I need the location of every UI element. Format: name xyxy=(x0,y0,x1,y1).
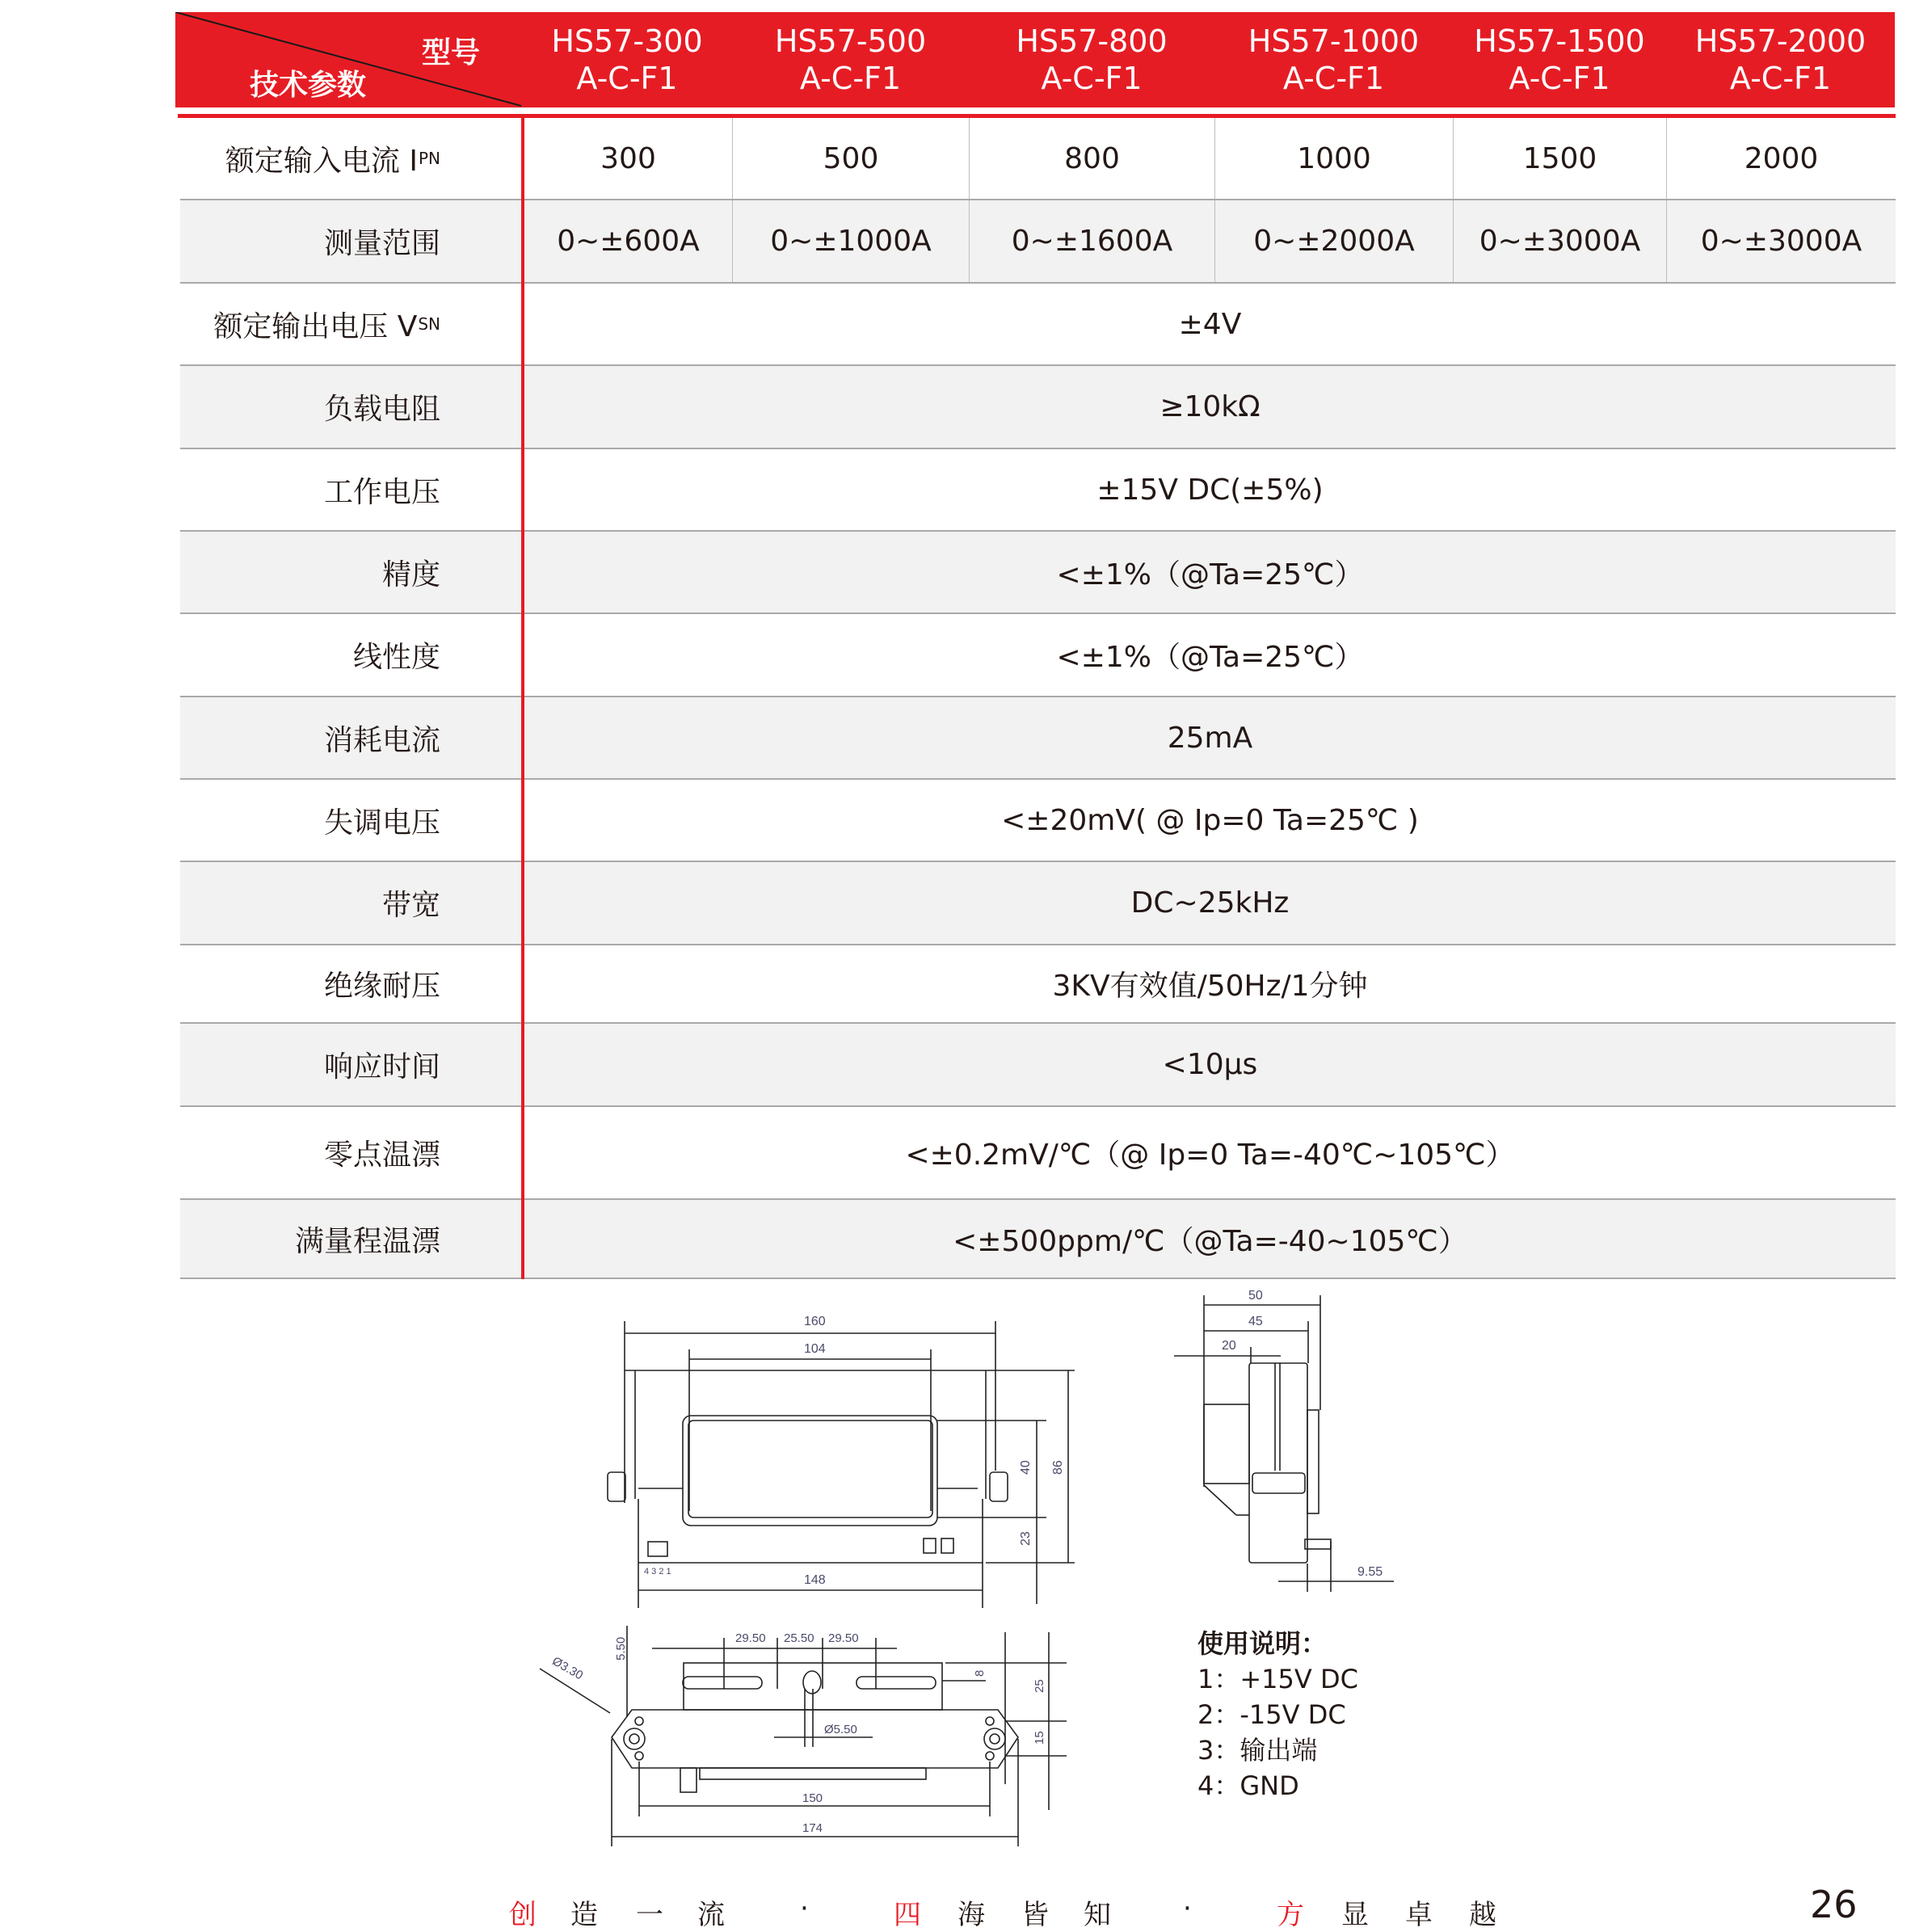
cell-value: DC~25kHz xyxy=(1130,886,1290,920)
svg-text:15: 15 xyxy=(1033,1731,1046,1745)
row-label: 精度 xyxy=(381,558,440,591)
svg-text:25.50: 25.50 xyxy=(784,1631,814,1645)
svg-text:160: 160 xyxy=(804,1315,826,1328)
svg-text:40: 40 xyxy=(1019,1460,1033,1475)
table-row-rated-output xyxy=(180,284,1896,366)
row-label: 零点温漂 xyxy=(323,1139,440,1172)
cell-value: <±1%（@Ta=25℃） xyxy=(1056,641,1364,674)
table-row-accuracy xyxy=(180,532,1896,614)
table-row-supply-voltage xyxy=(180,449,1896,532)
cell-1000: 0~±2000A xyxy=(1253,225,1415,258)
table-row-measure-range xyxy=(180,200,1896,284)
row-label: 工作电压 xyxy=(323,475,440,509)
usage-item: 2：-15V DC xyxy=(1197,1699,1346,1730)
svg-text:86: 86 xyxy=(1051,1460,1065,1475)
row-label: 线性度 xyxy=(352,641,440,674)
cell-value: <±1%（@Ta=25℃） xyxy=(1056,558,1364,591)
svg-text:174: 174 xyxy=(802,1821,823,1835)
cell-800: 800 xyxy=(1064,141,1120,175)
model-header-2000: HS57-2000 A-C-F1 xyxy=(1694,23,1867,96)
cell-300: 0~±600A xyxy=(557,225,700,258)
svg-text:150: 150 xyxy=(802,1791,823,1805)
cell-1500: 0~±3000A xyxy=(1479,225,1641,258)
cell-2000: 0~±3000A xyxy=(1700,225,1862,258)
model-header-800: HS57-800 A-C-F1 xyxy=(1016,23,1168,96)
row-label: 测量范围 xyxy=(323,227,440,260)
row-label: 满量程温漂 xyxy=(294,1224,440,1258)
row-label: 额定输出电压 V SN xyxy=(213,309,440,343)
cell-800: 0~±1600A xyxy=(1011,225,1173,258)
row-label: 响应时间 xyxy=(323,1050,440,1084)
table-row-response-time xyxy=(180,1024,1896,1107)
side-view-drawing xyxy=(1155,1269,1414,1608)
cell-500: 500 xyxy=(823,141,879,175)
cell-1000: 1000 xyxy=(1297,141,1371,175)
front-view-drawing xyxy=(598,1285,1091,1608)
cell-value: <±0.2mV/℃（@ Ip=0 Ta=-40℃~105℃） xyxy=(905,1139,1515,1172)
bottom-view-drawing xyxy=(533,1608,1067,1858)
table-row-current-consumption xyxy=(180,697,1896,780)
svg-text:104: 104 xyxy=(804,1342,826,1356)
svg-text:4 3 2 1: 4 3 2 1 xyxy=(644,1567,671,1576)
table-row-rated-input xyxy=(180,118,1896,200)
cell-1500: 1500 xyxy=(1522,141,1597,175)
table-header xyxy=(175,12,1895,107)
label-column-divider xyxy=(521,118,524,1279)
row-label: 带宽 xyxy=(381,889,440,922)
usage-item: 1：+15V DC xyxy=(1197,1664,1358,1694)
model-header-1500: HS57-1500 A-C-F1 xyxy=(1474,23,1645,96)
table-row-bandwidth xyxy=(180,862,1896,945)
cell-value: <10μs xyxy=(1162,1048,1258,1081)
table-row-linearity xyxy=(180,614,1896,697)
svg-text:Ø3.30: Ø3.30 xyxy=(549,1654,586,1683)
cell-value: 3KV有效值/50Hz/1分钟 xyxy=(1052,970,1368,1003)
cell-value: <±20mV( @ Ip=0 Ta=25℃ ) xyxy=(1001,803,1419,837)
cell-2000: 2000 xyxy=(1744,141,1819,175)
svg-text:50: 50 xyxy=(1248,1289,1263,1303)
table-row-load-resistance xyxy=(180,366,1896,449)
svg-text:25: 25 xyxy=(1033,1679,1046,1693)
row-label: 额定输入电流 I PN xyxy=(225,144,440,178)
cell-value: ±15V DC(±5%) xyxy=(1096,473,1324,507)
table-row-fullscale-drift xyxy=(180,1200,1896,1279)
cell-value: ≥10kΩ xyxy=(1160,390,1261,423)
page-number: 26 xyxy=(1810,1883,1858,1926)
usage-title: 使用说明： xyxy=(1197,1628,1328,1659)
model-header-1000: HS57-1000 A-C-F1 xyxy=(1248,23,1420,96)
svg-text:29.50: 29.50 xyxy=(735,1631,766,1645)
svg-text:23: 23 xyxy=(1019,1531,1033,1546)
header-params-label: 技术参数 xyxy=(250,69,367,102)
model-header-300: HS57-300 A-C-F1 xyxy=(551,23,703,96)
svg-text:148: 148 xyxy=(804,1573,826,1587)
header-model-label: 型号 xyxy=(422,36,481,69)
svg-text:29.50: 29.50 xyxy=(828,1631,859,1645)
usage-item: 3：输出端 xyxy=(1197,1735,1318,1766)
row-label: 绝缘耐压 xyxy=(323,970,440,1003)
svg-text:9.55: 9.55 xyxy=(1357,1565,1383,1579)
svg-text:45: 45 xyxy=(1248,1315,1263,1328)
cell-value: ±4V xyxy=(1178,307,1242,341)
table-row-zero-drift xyxy=(180,1107,1896,1200)
svg-text:20: 20 xyxy=(1222,1339,1236,1353)
cell-300: 300 xyxy=(600,141,656,175)
table-row-offset-voltage xyxy=(180,780,1896,862)
svg-text:Ø5.50: Ø5.50 xyxy=(824,1723,857,1736)
row-label: 消耗电流 xyxy=(323,723,440,757)
usage-item: 4：GND xyxy=(1197,1770,1299,1801)
row-label: 负载电阻 xyxy=(323,393,440,426)
svg-text:8: 8 xyxy=(973,1669,987,1677)
cell-value: 25mA xyxy=(1167,721,1253,755)
cell-value: <±500ppm/℃（@Ta=-40~105℃） xyxy=(953,1224,1467,1258)
svg-text:5.50: 5.50 xyxy=(614,1636,628,1661)
cell-500: 0~±1000A xyxy=(770,225,932,258)
usage-notes xyxy=(1197,1626,1358,1804)
row-label: 失调电压 xyxy=(323,806,440,840)
model-header-500: HS57-500 A-C-F1 xyxy=(774,23,927,96)
table-row-insulation xyxy=(180,945,1896,1024)
